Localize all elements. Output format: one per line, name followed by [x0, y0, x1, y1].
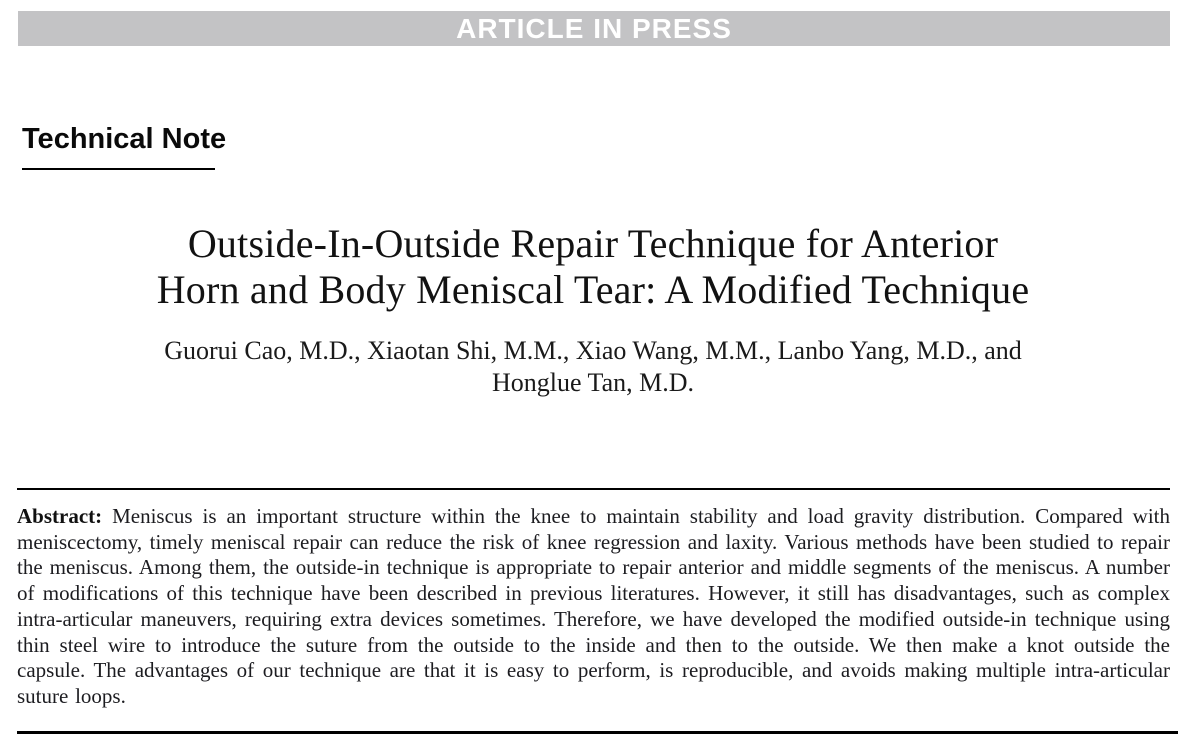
article-in-press-label: ARTICLE IN PRESS [456, 12, 732, 44]
abstract-paragraph [17, 504, 1170, 710]
section-underline-rule [22, 168, 215, 170]
abstract-label: Abstract: [17, 504, 113, 528]
author-list-line-1: Guorui Cao, M.D., Xiaotan Shi, M.M., Xiao Wang, M.M., Lanbo Yang, M.D., and [164, 336, 1022, 365]
article-in-press-banner [18, 11, 1170, 46]
author-list-line-2: Honglue Tan, M.D. [491, 368, 695, 397]
section-heading [22, 125, 226, 170]
abstract-top-rule [17, 488, 1170, 490]
page-bottom-rule [17, 731, 1178, 734]
article-title-line-1: Outside-In-Outside Repair Technique for Anterior [187, 221, 999, 266]
article-title [0, 221, 1186, 313]
abstract-text: Meniscus is an important structure within the knee to maintain stability and load gravity distribution. Compared with meniscectomy, timely meniscal repair can reduce the risk of knee regression and laxity. Various methods have been studied to repair the meniscus. Among them, the outside-in technique is appropriate to repair anterior and middle segments of the meniscus. A number of modifications of this technique have been described in previous literatures. However, it still has disadvantages, such as complex intra-articular maneuvers, requiring extra devices sometimes. Therefore, we have developed the modified outside-in technique using thin steel wire to introduce the suture from the outside to the inside and then to the outside. We then make a knot outside the capsule. The advantages of our technique are that it is easy to perform, is reproducible, and avoids making multiple intra-articular suture loops. [17, 504, 1171, 708]
section-title: Technical Note [22, 123, 227, 155]
author-list [0, 335, 1186, 399]
article-title-line-2: Horn and Body Meniscal Tear: A Modified Technique [156, 267, 1030, 312]
